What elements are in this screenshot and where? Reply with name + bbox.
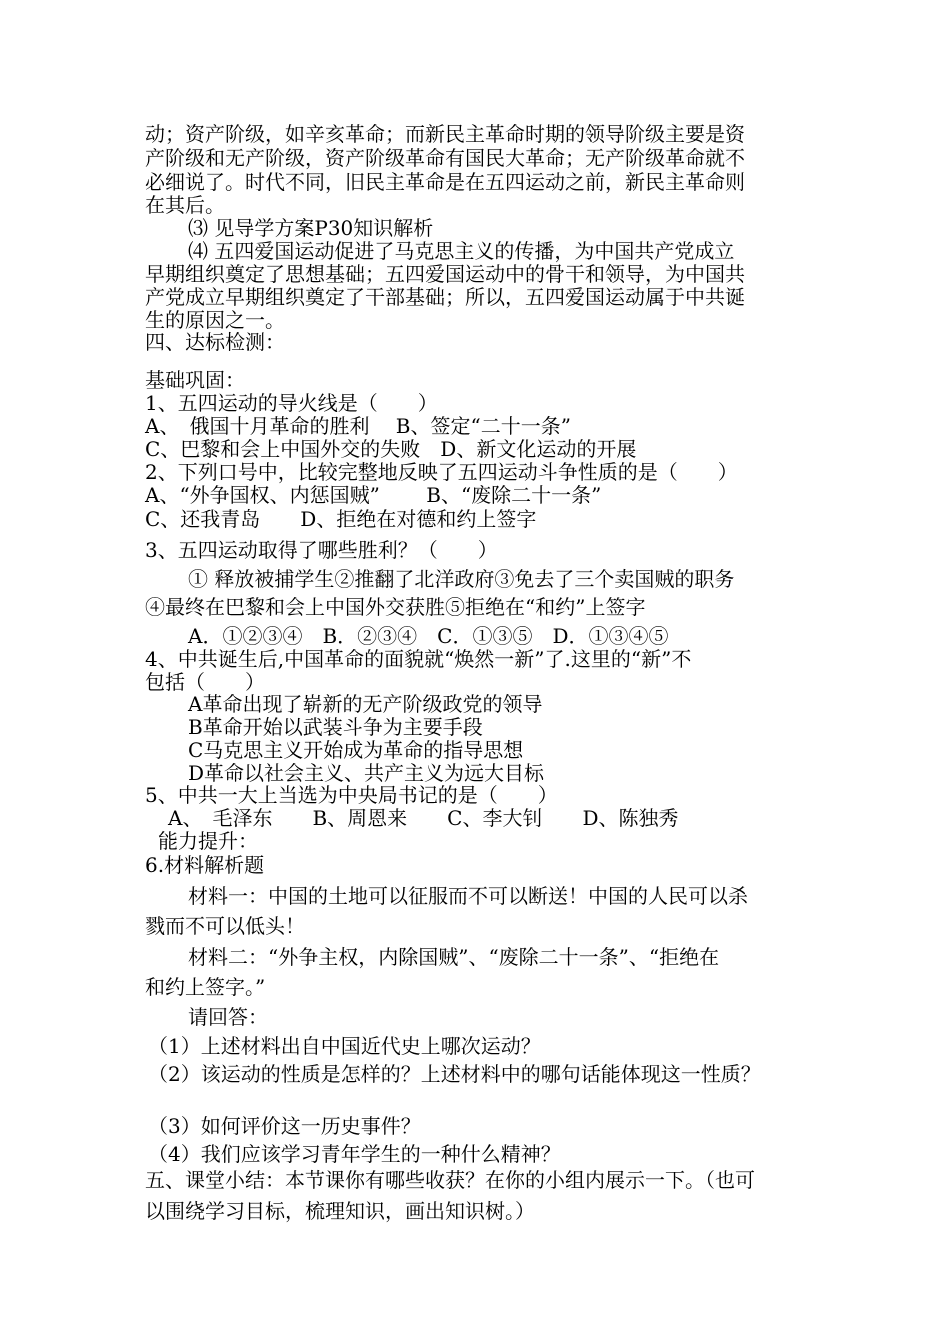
options: A、 毛泽东 B、周恩来 C、李大钊 D、陈独秀 xyxy=(168,806,679,830)
question: 3、五四运动取得了哪些胜利？（ ） xyxy=(145,538,498,562)
text-line: 生的原因之一。 xyxy=(145,308,285,332)
subheading: 基础巩固： xyxy=(145,368,245,392)
option: C马克思主义开始成为革命的指导思想 xyxy=(188,738,524,762)
options: ④最终在巴黎和会上中国外交获胜⑤拒绝在“和约”上签字 xyxy=(145,595,646,619)
question: 1、五四运动的导火线是（ ） xyxy=(145,391,438,415)
options: A．①②③④ B．②③④ C．①③⑤ D．①③④⑤ xyxy=(188,624,669,648)
text-line: 在其后。 xyxy=(145,193,225,217)
options: A、“外争国权、内惩国贼” B、“废除二十一条” xyxy=(145,483,602,507)
options: A、 俄国十月革命的胜利 B、签定“二十一条” xyxy=(145,414,571,438)
subheading: 能力提升： xyxy=(158,829,258,853)
options: C、还我青岛 D、拒绝在对德和约上签字 xyxy=(145,507,537,531)
options: ① 释放被捕学生②推翻了北洋政府③免去了三个卖国贼的职务 xyxy=(188,567,735,591)
material-text: 材料二：“外争主权，内除国贼”、“废除二十一条”、“拒绝在 xyxy=(188,945,720,969)
text-line: 动；资产阶级，如辛亥革命；而新民主革命时期的领导阶级主要是资 xyxy=(145,122,745,146)
section-heading: 四、达标检测： xyxy=(145,330,285,354)
section-heading: 五、课堂小结：本节课你有哪些收获？在你的小组内展示一下。（也可 xyxy=(145,1168,755,1192)
material-text: 戮而不可以低头！ xyxy=(145,914,305,938)
sub-question: （3）如何评价这一历史事件？ xyxy=(148,1114,421,1138)
option: B革命开始以武装斗争为主要手段 xyxy=(188,715,483,739)
text-line: ⑷ 五四爱国运动促进了马克思主义的传播，为中国共产党成立 xyxy=(188,239,735,263)
sub-question: （1）上述材料出自中国近代史上哪次运动？ xyxy=(148,1034,541,1058)
question: 5、中共一大上当选为中央局书记的是（ ） xyxy=(145,783,558,807)
material-text: 和约上签字。” xyxy=(145,975,266,999)
sub-question: （2）该运动的性质是怎样的？上述材料中的哪句话能体现这一性质？ xyxy=(148,1062,761,1086)
text-line: 必细说了。时代不同，旧民主革命是在五四运动之前，新民主革命则 xyxy=(145,170,745,194)
question: 包括（ ） xyxy=(145,670,265,694)
text-line: 产阶级和无产阶级，资产阶级革命有国民大革命；无产阶级革命就不 xyxy=(145,146,745,170)
option: A革命出现了崭新的无产阶级政党的领导 xyxy=(188,692,543,716)
text-line: ⑶ 见导学方案P30知识解析 xyxy=(188,216,434,240)
question: 2、下列口号中，比较完整地反映了五四运动斗争性质的是（ ） xyxy=(145,460,738,484)
sub-question: （4）我们应该学习青年学生的一种什么精神？ xyxy=(148,1142,561,1166)
question: 6.材料解析题 xyxy=(145,853,265,877)
text-line: 以围绕学习目标，梳理知识，画出知识树。） xyxy=(145,1199,535,1223)
question: 4、中共诞生后,中国革命的面貌就“焕然一新”了.这里的“新”不 xyxy=(145,647,692,671)
options: C、巴黎和会上中国外交的失败 D、新文化运动的开展 xyxy=(145,437,637,461)
text-line: 早期组织奠定了思想基础；五四爱国运动中的骨干和领导，为中国共 xyxy=(145,262,745,286)
option: D革命以社会主义、共产主义为远大目标 xyxy=(188,761,545,785)
text-line: 产党成立早期组织奠定了干部基础；所以，五四爱国运动属于中共诞 xyxy=(145,285,745,309)
material-text: 材料一：中国的土地可以征服而不可以断送！中国的人民可以杀 xyxy=(188,884,748,908)
prompt: 请回答： xyxy=(188,1005,268,1029)
